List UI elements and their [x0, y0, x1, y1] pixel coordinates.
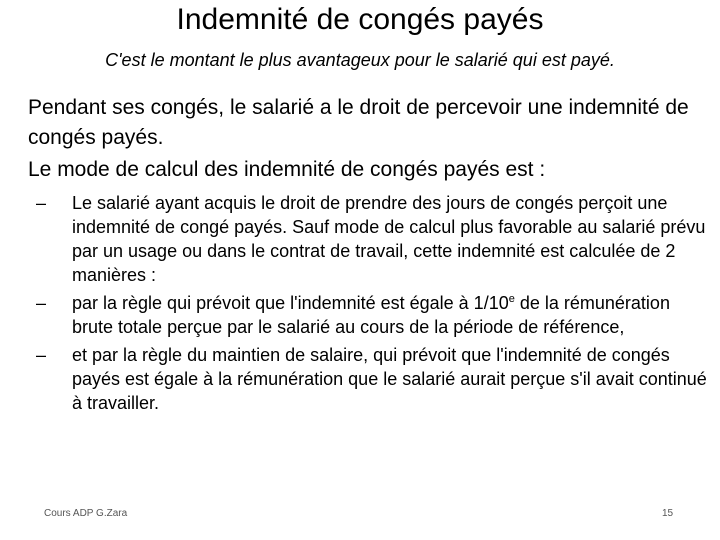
bullet-text: par la règle qui prévoit que l'indemnité est égale à 1/10: [72, 293, 509, 313]
bullet-text: et par la règle du maintien de salaire, qui prévoit que l'indemnité de congés payés est égale à la rémunération que le salarié aurait perçue s'il avait continué à travailler.: [72, 345, 707, 413]
bullet-list: [28, 191, 708, 415]
bullet-dash: –: [36, 193, 47, 213]
list-item: [28, 191, 708, 287]
bullet-text-tail: de la rémunération brute totale perçue par le salarié au cours de la période de référence,: [72, 293, 670, 337]
paragraph-calc-mode: Le mode de calcul des indemnité de congés payés est :: [28, 158, 546, 181]
footer-course-label: Cours ADP G.Zara: [44, 508, 128, 519]
bullet-dash: –: [36, 293, 47, 313]
slide-body: [28, 93, 708, 419]
slide-subtitle: C'est le montant le plus avantageux pour le salarié qui est payé.: [105, 50, 615, 70]
paragraph-intro: Pendant ses congés, le salarié a le droit de percevoir une indemnité de congés payés.: [28, 96, 689, 149]
bullet-text: Le salarié ayant acquis le droit de prendre des jours de congés perçoit une indemnité de congé payés. Sauf mode de calcul plus favorable au salarié prévu par un usage ou dans le contrat de travail, cette indemnité est calculée de 2 manières :: [72, 193, 706, 285]
slide-title: Indemnité de congés payés: [176, 3, 544, 36]
list-item: [28, 343, 708, 415]
list-item: [28, 291, 708, 339]
page-number: 15: [662, 508, 674, 519]
ordinal-superscript: e: [508, 293, 515, 305]
bullet-dash: –: [36, 345, 47, 365]
